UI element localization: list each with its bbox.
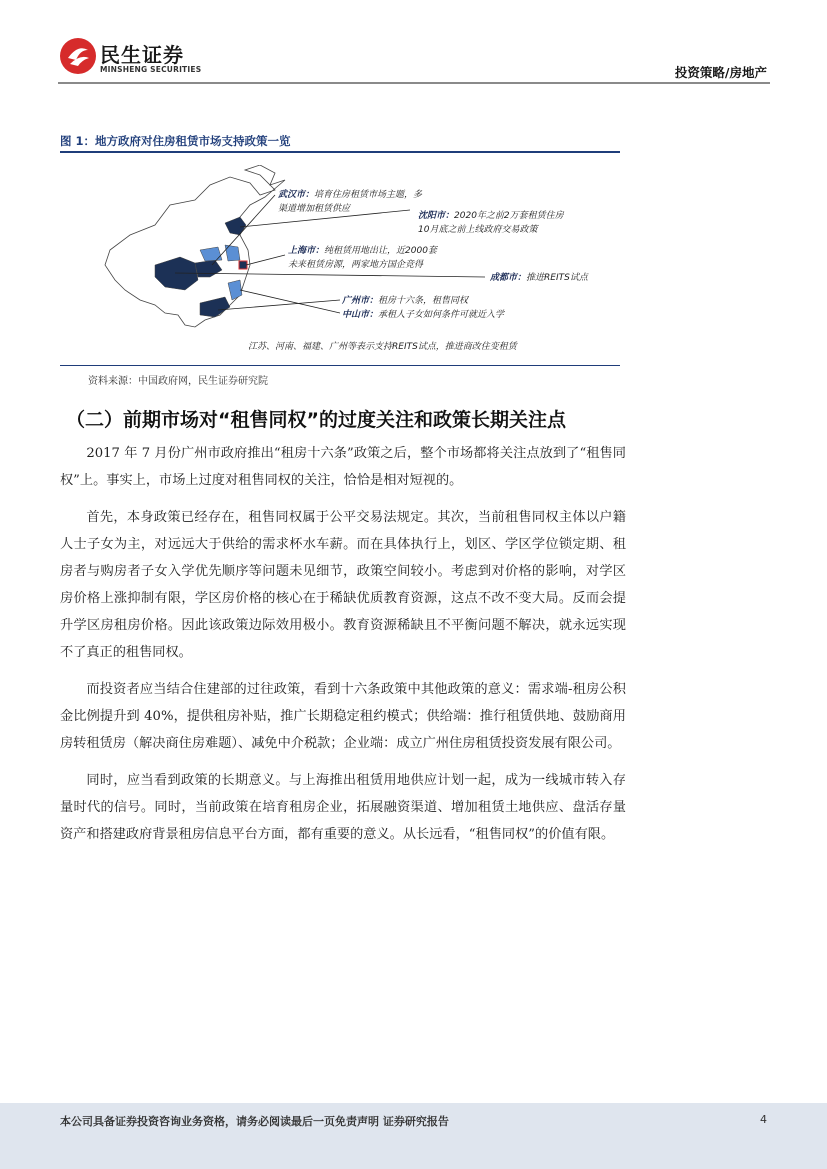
wuhan-label: 武汉市：培育住房租赁市场主题，多 <box>278 190 423 200</box>
company-logo <box>58 36 218 80</box>
figure-bottom-rule <box>60 365 620 366</box>
bottom-note: 江苏、河南、福建、广州等表示支持REITS试点，推进商改住变租赁 <box>248 342 517 352</box>
section-heading: （二）前期市场对“租售同权”的过度关注和政策长期关注点 <box>66 409 566 431</box>
figure-title: 图 1：地方政府对住房租赁市场支持政策一览 <box>60 134 291 148</box>
shenyang-label-line2: 10月底之前上线政府交易政策 <box>418 225 538 235</box>
figure-top-rule <box>60 151 620 153</box>
paragraph-4: 同时，应当看到政策的长期意义。与上海推出租赁用地供应计划一起，成为一线城市转入存量时代的信号。同时，当前政策在培育租房企业，拓展融资渠道、增加租赁土地供应、盘活存量资产和搭建政府背景租房信息平台方面，都有重要的意义。从长远看，“租售同权”的价值有限。 <box>60 773 626 842</box>
figure-source: 资料来源：中国政府网，民生证券研究院 <box>88 376 268 387</box>
logo-mark-icon <box>58 36 98 76</box>
page-number: 4 <box>760 1113 767 1126</box>
paragraph-3: 而投资者应当结合住建部的过往政策，看到十六条政策中其他政策的意义：需求端-租房公积金比例提升到 40%，提供租房补贴，推广长期稳定租约模式；供给端：推行租赁供地、鼓励商用房转租赁房（解决商住房难题）、减免中介税款；企业端：成立广州住房租赁投资发展有限公司。 <box>60 682 626 751</box>
report-category: 投资策略/房地产 <box>674 65 767 80</box>
region-shanghai <box>239 261 247 269</box>
header-divider <box>58 82 770 84</box>
paragraph-2: 首先，本身政策已经存在，租售同权属于公平交易法规定。其次，当前租售同权主体以户籍人士子女为主，对远远大于供给的需求杯水车薪。而在具体执行上，划区、学区学位锁定期、租房者与购房者子女入学优先顺序等问题未见细节，政策空间较小。考虑到对价格的影响，对学区房价格上涨抑制有限，学区房价格的核心在于稀缺优质教育资源，这点不改不变大局。反而会提升学区房租房价格。因此该政策边际效用极小。教育资源稀缺且不平衡问题不解决，就永远实现不了真正的租售同权。 <box>60 510 626 660</box>
footer-disclaimer: 本公司具备证券投资咨询业务资格，请务必阅读最后一页免责声明 证券研究报告 <box>60 1115 449 1128</box>
logo-name-cn: 民生证券 <box>100 43 184 67</box>
shanghai-label-line2: 未来租赁房源，两家地方国企竞得 <box>288 260 424 270</box>
shanghai-label: 上海市：纯租赁用地出让，近2000套 <box>288 246 437 256</box>
logo-name-en: MINSHENG SECURITIES <box>100 65 202 74</box>
guangzhou-label: 广州市：租房十六条，租售同权 <box>342 296 469 306</box>
zhongshan-label: 中山市：承租人子女如何条件可就近入学 <box>342 310 505 320</box>
map-outline <box>105 165 285 327</box>
arrow-shanghai <box>246 255 285 265</box>
chengdu-label: 成都市：推进REITS试点 <box>490 273 588 283</box>
shenyang-label: 沈阳市：2020年之前2万套租赁住房 <box>418 211 564 221</box>
body-text <box>60 440 626 858</box>
page-header <box>0 0 827 90</box>
wuhan-label-line2: 渠道增加租赁供应 <box>278 204 351 214</box>
china-policy-map <box>100 165 620 360</box>
paragraph-1: 2017 年 7 月份广州市政府推出“租房十六条”政策之后，整个市场都将关注点放到了“租售同权”上。事实上，市场上过度对租售同权的关注，恰恰是相对短视的。 <box>60 446 626 488</box>
